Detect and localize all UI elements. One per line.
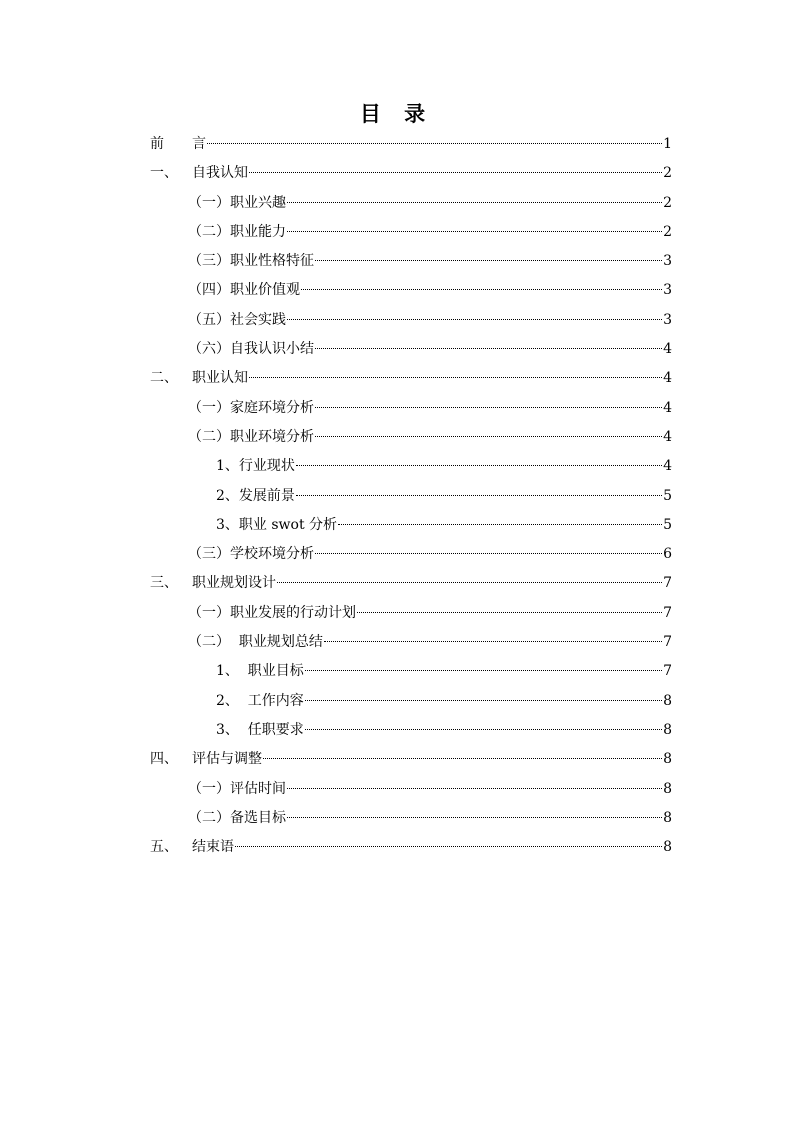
toc-entry[interactable]: [150, 599, 672, 628]
toc-entry-text: （一）家庭环境分析: [188, 399, 314, 416]
toc-entry-section-4[interactable]: [150, 745, 672, 774]
toc-page-number: 1: [663, 136, 672, 152]
toc-entry[interactable]: [150, 628, 672, 657]
dot-leader: [277, 582, 662, 583]
toc-entry[interactable]: [150, 657, 672, 686]
toc-entry[interactable]: [150, 189, 672, 218]
toc-entry[interactable]: [150, 276, 672, 305]
toc-entry[interactable]: [150, 540, 672, 569]
toc-page-number: 8: [663, 751, 672, 768]
toc-page-number: 4: [663, 399, 672, 416]
toc-entry-text: （二） 职业规划总结: [188, 634, 323, 651]
toc-page-number: 4: [663, 370, 672, 387]
dot-leader: [263, 758, 662, 759]
toc-page-number: 4: [663, 428, 672, 445]
toc-entry-text: （三）职业性格特征: [188, 253, 314, 270]
toc-entry[interactable]: [150, 804, 672, 833]
toc-entry[interactable]: [150, 775, 672, 804]
toc-entry[interactable]: [150, 335, 672, 364]
toc-entry[interactable]: [150, 218, 672, 247]
toc-entry-text: （五）社会实践: [188, 311, 286, 328]
toc-entry[interactable]: [150, 423, 672, 452]
toc-entry-number: 前: [150, 136, 164, 152]
dot-leader: [301, 289, 662, 290]
toc-title: 目 录: [359, 101, 434, 126]
dot-leader: [287, 231, 662, 232]
toc-page-number: 8: [663, 721, 672, 738]
toc-entry-text: （二）职业环境分析: [188, 428, 314, 445]
toc-entry[interactable]: [150, 394, 672, 423]
toc-entry-number: 一、: [150, 165, 178, 182]
dot-leader: [315, 436, 662, 437]
toc-entry-text: （三）学校环境分析: [188, 546, 314, 563]
toc-entry-number: 三、: [150, 575, 178, 592]
toc-entry-text: 职业规划设计: [192, 575, 276, 592]
toc-entry-text: 3、职业 swot 分析: [216, 516, 338, 533]
toc-entry-number: 二、: [150, 370, 178, 387]
dot-leader: [315, 407, 662, 408]
toc-page-number: 3: [663, 282, 672, 299]
toc-entry-text: （一）评估时间: [188, 780, 286, 797]
toc-entry-text: 职业认知: [192, 370, 248, 387]
toc-entry-text: （二）职业能力: [188, 223, 286, 240]
toc-page-number: 3: [663, 253, 672, 270]
toc-page-number: 8: [663, 780, 672, 797]
toc-page-number: 5: [663, 487, 672, 504]
toc-entry-text: 自我认知: [192, 165, 248, 182]
toc-entry[interactable]: [150, 716, 672, 745]
dot-leader: [287, 817, 662, 818]
dot-leader: [235, 846, 662, 847]
dot-leader: [287, 788, 662, 789]
toc-entry-text: 2、 工作内容: [216, 692, 304, 709]
toc-entry-section-5[interactable]: [150, 833, 672, 862]
toc-entry-text: （六）自我认识小结: [188, 341, 314, 358]
toc-page-number: 8: [663, 692, 672, 709]
toc-entry[interactable]: [150, 482, 672, 511]
toc-entry-text: 3、 任职要求: [216, 721, 304, 738]
dot-leader: [338, 524, 662, 525]
dot-leader: [357, 612, 662, 613]
toc-page-number: 2: [663, 223, 672, 240]
toc-entry[interactable]: [150, 306, 672, 335]
toc-page-number: 4: [663, 458, 672, 475]
dot-leader: [296, 495, 662, 496]
toc-entry-section-2[interactable]: [150, 364, 672, 393]
toc-page-number: 7: [663, 575, 672, 592]
toc-entry-preface[interactable]: [150, 130, 672, 159]
toc-entry-text: 1、行业现状: [216, 458, 295, 475]
dot-leader: [249, 172, 662, 173]
toc-page-number: 7: [663, 663, 672, 680]
toc-entry-text: 1、 职业目标: [216, 663, 304, 680]
toc-entry-text: 2、发展前景: [216, 487, 295, 504]
toc-entry[interactable]: [150, 247, 672, 276]
dot-leader: [305, 729, 662, 730]
dot-leader: [287, 202, 662, 203]
toc-entry[interactable]: [150, 452, 672, 481]
toc-entry-text: （一）职业兴趣: [188, 194, 286, 211]
table-of-contents: [150, 130, 672, 862]
dot-leader: [324, 641, 662, 642]
dot-leader: [305, 670, 662, 671]
toc-page-number: 7: [663, 604, 672, 621]
dot-leader: [315, 260, 662, 261]
dot-leader: [315, 553, 662, 554]
toc-page-number: 3: [663, 311, 672, 328]
dot-leader: [287, 319, 662, 320]
toc-page-number: 5: [663, 516, 672, 533]
toc-page-number: 6: [663, 546, 672, 563]
toc-entry-text: 评估与调整: [192, 751, 262, 768]
toc-entry-text: 结束语: [192, 839, 234, 856]
dot-leader: [207, 143, 662, 144]
toc-entry[interactable]: [150, 511, 672, 540]
toc-entry[interactable]: [150, 687, 672, 716]
dot-leader: [315, 348, 662, 349]
toc-page-number: 8: [663, 809, 672, 826]
toc-page-number: 2: [663, 194, 672, 211]
toc-page-number: 8: [663, 839, 672, 856]
toc-entry-text: 言: [192, 136, 206, 152]
toc-entry-number: 四、: [150, 751, 178, 768]
toc-page-number: 4: [663, 341, 672, 358]
toc-page-number: 2: [663, 165, 672, 182]
toc-entry-section-1[interactable]: [150, 159, 672, 188]
toc-entry-section-3[interactable]: [150, 569, 672, 598]
toc-entry-text: （四）职业价值观: [188, 282, 300, 299]
toc-entry-text: （二）备选目标: [188, 809, 286, 826]
toc-entry-number: 五、: [150, 839, 178, 856]
dot-leader: [305, 700, 662, 701]
dot-leader: [249, 377, 662, 378]
toc-entry-text: （一）职业发展的行动计划: [188, 604, 356, 621]
toc-page-number: 7: [663, 634, 672, 651]
dot-leader: [296, 465, 662, 466]
